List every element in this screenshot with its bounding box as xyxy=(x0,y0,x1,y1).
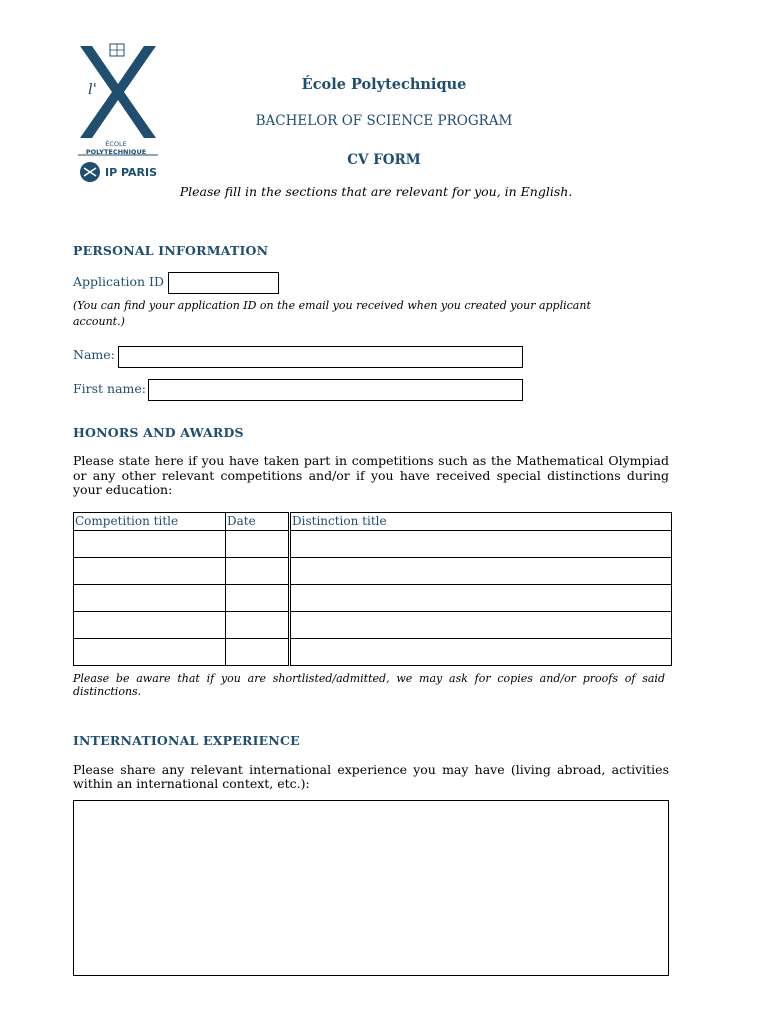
instructions: Please fill in the sections that are relevant for you, in English. xyxy=(179,184,573,199)
distinction-title-cell[interactable] xyxy=(290,531,672,558)
competition-title-cell[interactable] xyxy=(74,585,226,612)
distinction-title-cell[interactable] xyxy=(290,612,672,639)
name-label: Name: xyxy=(73,347,115,362)
logo-school-top: ÉCOLE xyxy=(105,140,127,148)
competition-title-cell[interactable] xyxy=(74,531,226,558)
program-title: BACHELOR OF SCIENCE PROGRAM xyxy=(255,113,513,129)
international-experience-textarea[interactable] xyxy=(73,800,669,976)
school-title: École Polytechnique xyxy=(301,76,467,93)
honors-table xyxy=(73,512,672,666)
column-date: Date xyxy=(226,513,290,531)
personal-information-heading: PERSONAL INFORMATION xyxy=(73,243,269,258)
form-title: CV FORM xyxy=(347,152,421,168)
competition-title-cell[interactable] xyxy=(74,612,226,639)
honors-description: Please state here if you have taken part in competitions such as the Mathematical Olympiad or any other relevant competitions and/or if you have received special distinctions during your education: xyxy=(73,453,669,497)
first-name-field[interactable] xyxy=(148,379,523,401)
table-row xyxy=(74,639,672,666)
polytechnique-crest-icon xyxy=(110,44,124,56)
distinction-title-cell[interactable] xyxy=(290,558,672,585)
column-distinction-title: Distinction title xyxy=(290,513,672,531)
honors-awards-heading: HONORS AND AWARDS xyxy=(73,425,244,440)
column-competition-title: Competition title xyxy=(74,513,226,531)
competition-title-cell[interactable] xyxy=(74,558,226,585)
application-id-note xyxy=(73,298,683,330)
competition-title-cell[interactable] xyxy=(74,639,226,666)
application-id-field[interactable] xyxy=(168,272,279,294)
distinction-title-cell[interactable] xyxy=(290,585,672,612)
distinctions-note: Please be aware that if you are shortlisted/admitted, we may ask for copies and/or proofs of said distinctions. xyxy=(73,672,665,698)
table-row xyxy=(74,558,672,585)
date-cell[interactable] xyxy=(226,558,290,585)
logo-school-bottom: POLYTECHNIQUE xyxy=(85,148,147,156)
international-description: Please share any relevant international experience you may have (living abroad, activities within an international context, etc.): xyxy=(73,762,669,791)
table-row xyxy=(74,612,672,639)
application-id-note-line2: account.) xyxy=(73,315,125,328)
table-header-row xyxy=(74,513,672,531)
table-row xyxy=(74,585,672,612)
date-cell[interactable] xyxy=(226,639,290,666)
first-name-label: First name: xyxy=(73,381,147,396)
distinction-title-cell[interactable] xyxy=(290,639,672,666)
international-experience-heading: INTERNATIONAL EXPERIENCE xyxy=(73,733,300,748)
application-id-label: Application ID xyxy=(73,274,165,289)
date-cell[interactable] xyxy=(226,585,290,612)
name-field[interactable] xyxy=(118,346,523,368)
logo-partner: IP PARIS xyxy=(105,166,158,179)
date-cell[interactable] xyxy=(226,612,290,639)
date-cell[interactable] xyxy=(226,531,290,558)
logo-letter: l' xyxy=(88,80,97,98)
application-id-note-line1: (You can find your application ID on the email you received when you created your applicant xyxy=(73,299,591,312)
table-row xyxy=(74,531,672,558)
